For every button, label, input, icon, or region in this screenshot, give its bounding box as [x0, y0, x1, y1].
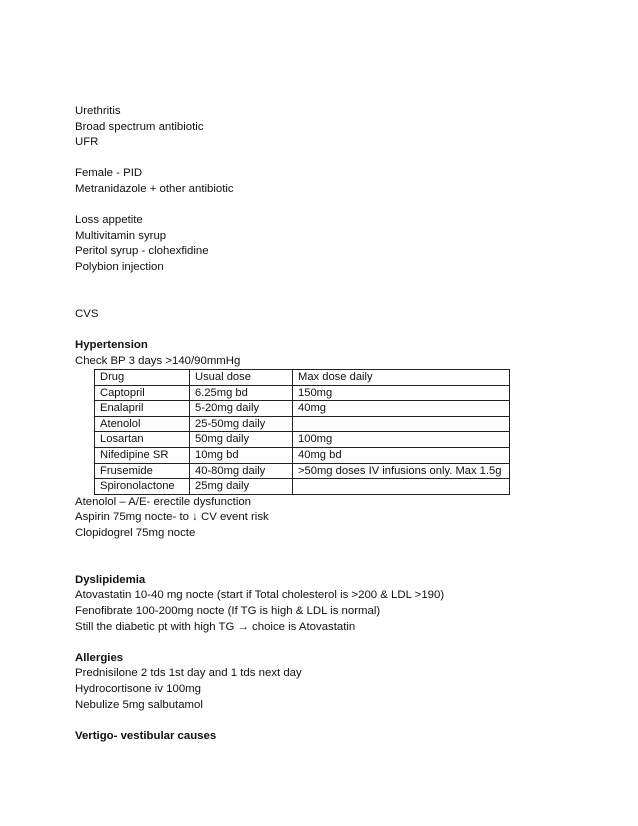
- table-row: [95, 416, 510, 432]
- table-cell: >50mg doses IV infusions only. Max 1.5g: [293, 463, 510, 479]
- appetite-line-4: Polybion injection: [75, 260, 164, 273]
- dyslipidemia-heading: Dyslipidemia: [75, 573, 146, 586]
- hypertension-note-2: Aspirin 75mg nocte- to ↓ CV event risk: [75, 511, 269, 524]
- document-page: [75, 104, 615, 744]
- hypertension-heading: Hypertension: [75, 338, 148, 351]
- urethritis-section: [75, 104, 615, 151]
- hypertension-note-3: Clopidogrel 75mg nocte: [75, 527, 196, 540]
- table-header-cell: Usual dose: [190, 370, 293, 386]
- female-line-1: Female - PID: [75, 167, 143, 180]
- table-header-cell: Drug: [95, 370, 190, 386]
- appetite-section: [75, 213, 615, 275]
- table-cell: Losartan: [95, 432, 190, 448]
- appetite-line-1: Loss appetite: [75, 214, 143, 227]
- table-cell: Spironolactone: [95, 479, 190, 495]
- dyslipidemia-line-1: Atovastatin 10-40 mg nocte (start if Total cholesterol is >200 & LDL >190): [75, 589, 445, 602]
- appetite-line-3: Peritol syrup - clohexfidine: [75, 245, 209, 258]
- table-cell: 5-20mg daily: [190, 401, 293, 417]
- table-cell: Atenolol: [95, 416, 190, 432]
- hypertension-note-1: Atenolol – A/E- erectile dysfunction: [75, 495, 252, 508]
- table-cell: 150mg: [293, 385, 510, 401]
- table-cell: 100mg: [293, 432, 510, 448]
- dyslipidemia-line-3: Still the diabetic pt with high TG → choice is Atovastatin: [75, 620, 356, 633]
- urethritis-line-1: Urethritis: [75, 105, 121, 117]
- appetite-line-2: Multivitamin syrup: [75, 229, 167, 242]
- table-cell: 25mg daily: [190, 479, 293, 495]
- vertigo-heading: Vertigo- vestibular causes: [75, 729, 217, 742]
- urethritis-line-3: UFR: [75, 136, 99, 149]
- allergies-line-3: Nebulize 5mg salbutamol: [75, 698, 203, 711]
- dyslipidemia-line-2: Fenofibrate 100-200mg nocte (If TG is high & LDL is normal): [75, 605, 381, 617]
- table-cell: Nifedipine SR: [95, 448, 190, 464]
- table-row: [95, 385, 510, 401]
- allergies-line-2: Hydrocortisone iv 100mg: [75, 682, 201, 695]
- table-cell: [293, 416, 510, 432]
- table-row: [95, 432, 510, 448]
- table-row: [95, 448, 510, 464]
- table-cell: 10mg bd: [190, 448, 293, 464]
- table-header-row: [95, 370, 510, 386]
- allergies-heading: Allergies: [75, 651, 124, 664]
- hypertension-section: [75, 338, 615, 542]
- table-cell: 40-80mg daily: [190, 463, 293, 479]
- table-cell: Captopril: [95, 385, 190, 401]
- table-cell: 25-50mg daily: [190, 416, 293, 432]
- table-cell: 50mg daily: [190, 432, 293, 448]
- allergies-section: [75, 651, 615, 713]
- allergies-line-1: Prednisilone 2 tds 1st day and 1 tds next day: [75, 667, 302, 680]
- hypertension-intro: Check BP 3 days >140/90mmHg: [75, 354, 241, 367]
- female-line-2: Metranidazole + other antibiotic: [75, 182, 234, 195]
- female-section: [75, 166, 615, 197]
- table-cell: 40mg bd: [293, 448, 510, 464]
- table-cell: 40mg: [293, 401, 510, 417]
- table-header-cell: Max dose daily: [293, 370, 510, 386]
- drug-table: [94, 369, 510, 495]
- table-row: [95, 401, 510, 417]
- dyslipidemia-section: [75, 573, 615, 635]
- table-cell: 6.25mg bd: [190, 385, 293, 401]
- cvs-label: CVS: [75, 307, 99, 320]
- table-cell: Frusemide: [95, 463, 190, 479]
- table-row: [95, 463, 510, 479]
- table-cell: [293, 479, 510, 495]
- urethritis-line-2: Broad spectrum antibiotic: [75, 120, 204, 133]
- table-cell: Enalapril: [95, 401, 190, 417]
- table-row: [95, 479, 510, 495]
